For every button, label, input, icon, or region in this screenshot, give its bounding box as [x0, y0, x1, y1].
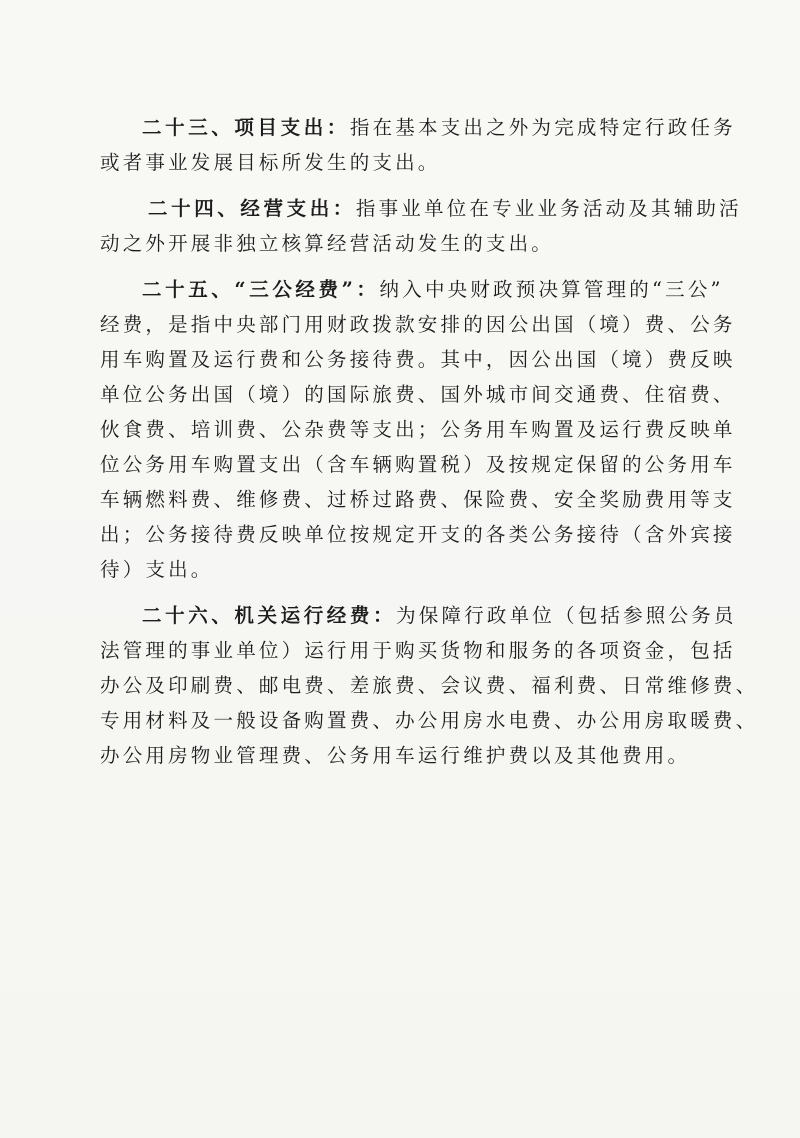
section-25-line: 用车购置及运行费和公务接待费。其中，因公出国（境）费反映 — [100, 348, 736, 371]
section-25-text: 纳入中央财政预决算管理的“三公” — [379, 278, 724, 301]
section-24-line: 动之外开展非独立核算经营活动发生的支出。 — [100, 232, 555, 255]
section-25-line: 单位公务出国（境）的国际旅费、国外城市间交通费、住宿费、 — [100, 383, 736, 406]
section-23-text: 指在基本支出之外为完成特定行政任务 — [349, 116, 736, 139]
section-23 — [100, 110, 736, 180]
section-25-line: 位公务用车购置支出（含车辆购置税）及按规定保留的公务用车 — [100, 453, 736, 476]
section-26-first-line — [100, 598, 737, 633]
document-body — [100, 110, 759, 784]
section-26-heading: 二十六、机关运行经费： — [142, 604, 397, 627]
section-26 — [100, 598, 759, 773]
section-26-line: 办公用房物业管理费、公务用车运行维护费以及其他费用。 — [100, 744, 691, 767]
section-24-heading: 二十四、经营支出： — [148, 197, 356, 220]
section-25-line: 待）支出。 — [100, 558, 214, 581]
section-26-line: 办公及印刷费、邮电费、差旅费、会议费、福利费、日常维修费、 — [100, 674, 759, 697]
section-25-first-line — [100, 272, 724, 307]
section-23-heading: 二十三、项目支出： — [142, 116, 350, 139]
section-25-line: 车辆燃料费、维修费、过桥过路费、保险费、安全奖励费用等支 — [100, 488, 736, 511]
section-24 — [100, 191, 742, 261]
section-23-first-line — [100, 110, 736, 145]
section-24-text: 指事业单位在专业业务活动及其辅助活 — [355, 197, 742, 220]
section-26-text: 为保障行政单位（包括参照公务员 — [396, 604, 737, 627]
section-25-line: 出；公务接待费反映单位按规定开支的各类公务接待（含外宾接 — [100, 523, 736, 546]
section-24-first-line — [100, 191, 742, 226]
section-23-line: 或者事业发展目标所发生的支出。 — [100, 151, 441, 174]
section-26-line: 专用材料及一般设备购置费、办公用房水电费、办公用房取暖费、 — [100, 709, 759, 732]
section-25-heading: 二十五、“三公经费”： — [142, 278, 380, 301]
section-25 — [100, 272, 736, 587]
section-25-line: 伙食费、培训费、公杂费等支出；公务用车购置及运行费反映单 — [100, 418, 736, 441]
section-26-line: 法管理的事业单位）运行用于购买货物和服务的各项资金，包括 — [100, 639, 736, 662]
section-25-line: 经费，是指中央部门用财政拨款安排的因公出国（境）费、公务 — [100, 313, 736, 336]
